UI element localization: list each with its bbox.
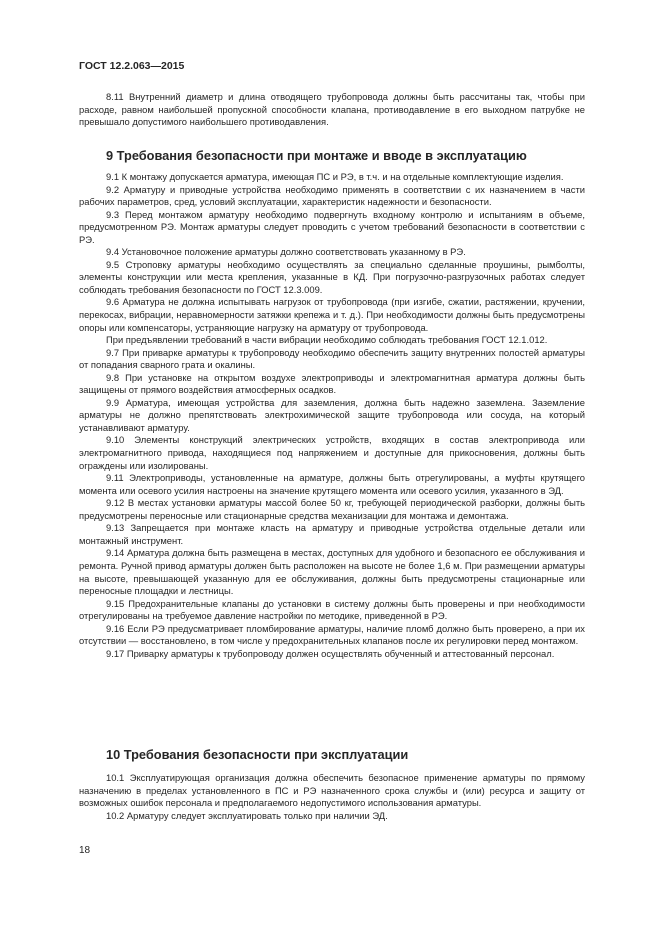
paragraph-9-11: 9.11 Электроприводы, установленные на арматуре, должны быть отрегулированы, а муфты крутящего момента или осевого усилия настроены на значение крутящего момента или осевого усилия, указанного в ЭД. [79, 472, 585, 496]
section-10-body [79, 772, 585, 822]
section-9 [79, 148, 585, 164]
paragraph-9-16: 9.16 Если РЭ предусматривает пломбирование арматуры, наличие пломб должно быть проверено, а при их отсутствии — восстановлено, в том числе у предохранительных клапанов после их регулировки перед монтажом. [79, 622, 585, 647]
section-10-title: 10 Требования безопасности при эксплуатации [106, 747, 409, 762]
paragraph-9-2: 9.2 Арматуру и приводные устройства необходимо применять в соответствии с их назначением в части рабочих параметров, сред, условий эксплуатации, характеристик надежности и безопасности. [79, 183, 585, 208]
paragraph-9-9: 9.9 Арматура, имеющая устройства для заземления, должна быть надежно заземлена. Заземление арматуры не должно препятствовать электрохимической защите трубопровода или сосуда, на который устанавливают арматуру. [79, 396, 585, 433]
paragraph-9-15: 9.15 Предохранительные клапаны до установки в систему должны быть проверены и при необходимости отрегулированы на требуемое давление настройки по методике, приведенной в РЭ. [79, 597, 585, 622]
paragraph-10-1: 10.1 Эксплуатирующая организация должна обеспечить безопасное применение арматуры по прямому назначению в пределах установленного в ПС и РЭ назначенного срока службы и (или) ресурса и защиту от возможных ошибок персонала и предполагаемого недопустимого использования арматуры. [79, 772, 585, 809]
paragraph-9-6: 9.6 Арматура не должна испытывать нагрузок от трубопровода (при изгибе, сжатии, растяжении, кручении, перекосах, вибрации, неравномерности затяжки крепежа и т. д.). При необходимости должны быть предусмотрены опоры или компенсаторы, устраняющие нагрузку на арматуру от трубопровода. [79, 296, 585, 333]
intro-block [79, 91, 585, 129]
page-number: 18 [79, 845, 91, 856]
paragraph-9-6-vibration: При предъявлении требований в части вибрации необходимо соблюдать требования ГОСТ 12.1.012. [106, 334, 548, 346]
section-10 [79, 747, 585, 763]
paragraph-9-5: 9.5 Строповку арматуры необходимо осуществлять за специально сделанные проушины, рымболты, элементы конструкции или места крепления, указанные в КД. При погрузочно-разгрузочных работах следует соблюдать требования безопасности по ГОСТ 12.3.009. [79, 258, 585, 295]
paragraph-9-12: 9.12 В местах установки арматуры массой более 50 кг, требующей периодической разборки, должны быть предусмотрены переносные или стационарные средства механизации для монтажа и демонтажа. [79, 497, 585, 521]
section-9-title: 9 Требования безопасности при монтаже и вводе в эксплуатацию [106, 148, 527, 163]
paragraph-9-1: 9.1 К монтажу допускается арматура, имеющая ПС и РЭ, в т.ч. и на отдельные комплектующие изделия. [106, 171, 564, 182]
paragraph-9-10: 9.10 Элементы конструкций электрических устройств, входящих в состав электропривода или электромагнитного привода, находящиеся под напряжением и доступные для прикосновения, должны быть ограждены или изолированы. [79, 434, 585, 471]
paragraph-9-4: 9.4 Установочное положение арматуры должно соответствовать указанному в РЭ. [106, 246, 466, 258]
paragraph-9-3: 9.3 Перед монтажом арматуру необходимо подвергнуть входному контролю и испытаниям в объеме, предусмотренном РЭ. Монтаж арматуры следует проводить с учетом требований безопасности в соответствии с РЭ. [79, 208, 585, 245]
paragraph-10-2: 10.2 Арматуру следует эксплуатировать только при наличии ЭД. [106, 809, 388, 821]
paragraph-9-13: 9.13 Запрещается при монтаже класть на арматуру и приводные устройства отдельные детали или монтажный инструмент. [79, 522, 585, 546]
paragraph-9-17: 9.17 Приварку арматуры к трубопроводу должен осуществлять обученный и аттестованный персонал. [106, 647, 555, 659]
paragraph-8-11: 8.11 Внутренний диаметр и длина отводящего трубопровода должны быть рассчитаны так, чтобы при расходе, равном наибольшей пропускной способности клапана, противодавление в его выходном патрубке не превышало допустимого наибольшего противодавления. [79, 91, 585, 128]
section-9-body [79, 171, 585, 660]
document-header: ГОСТ 12.2.063—2015 [79, 60, 185, 72]
paragraph-9-8: 9.8 При установке на открытом воздухе электроприводы и электромагнитная арматура должны быть защищены от прямого воздействия атмосферных осадков. [79, 371, 585, 396]
paragraph-9-14: 9.14 Арматура должна быть размещена в местах, доступных для удобного и безопасного ее обслуживания и ремонта. Ручной привод арматуры должен быть расположен на высоте не более 1,6 м. При размещении арматуры на высоте, превышающей указанную для ее обслуживания, должны быть предусмотрены стационарные или переносные площадки и лестницы. [79, 547, 585, 597]
paragraph-9-7: 9.7 При приварке арматуры к трубопроводу необходимо обеспечить защиту внутренних полостей арматуры от попадания сварного грата и окалины. [79, 346, 585, 371]
